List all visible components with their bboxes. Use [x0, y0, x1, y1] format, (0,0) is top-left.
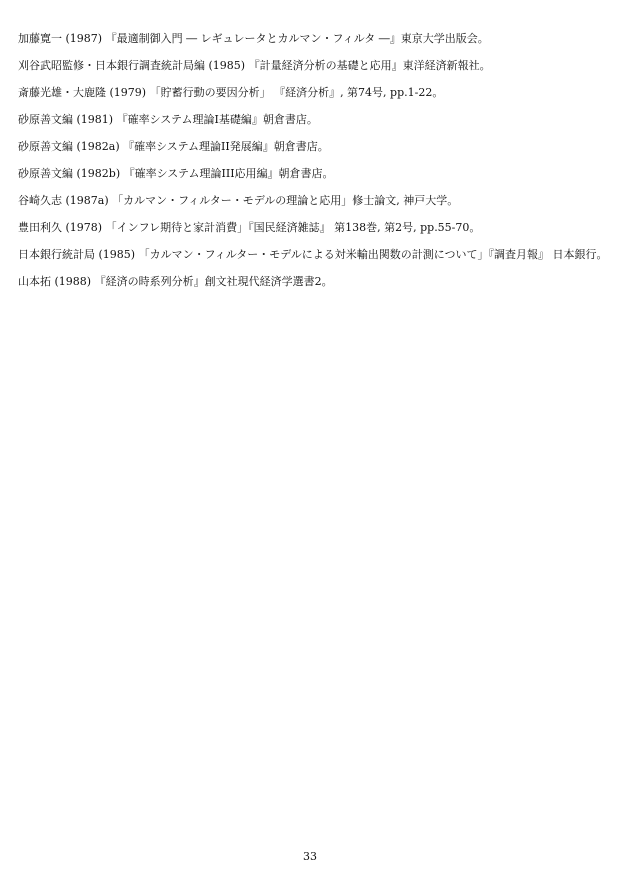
reference-entry: 豊田利久 (1978) 「インフレ期待と家計消費」『国民経済雑誌』 第138巻, 第2号, pp.55-70。 — [18, 221, 481, 234]
reference-entry: 加藤寛一 (1987) 『最適制御入門 ― レギュレータとカルマン・フィルタ ―』東京大学出版会。 — [18, 32, 489, 45]
reference-entry: 刈谷武昭監修・日本銀行調査統計局編 (1985) 『計量経済分析の基礎と応用』東洋経済新報社。 — [18, 59, 491, 72]
reference-entry: 砂原善文編 (1982a) 『確率システム理論II発展編』朝倉書店。 — [18, 140, 329, 153]
reference-entry: 山本拓 (1988) 『経済の時系列分析』創文社現代経済学選書2。 — [18, 275, 333, 288]
reference-entry: 日本銀行統計局 (1985) 「カルマン・フィルター・モデルによる対米輸出関数の計測について」『調査月報』 日本銀行。 — [18, 248, 608, 261]
reference-entry: 斎藤光雄・大鹿隆 (1979) 「貯蓄行動の要因分析」 『経済分析』, 第74号, pp.1-22。 — [18, 86, 444, 99]
reference-list — [18, 31, 608, 301]
reference-entry: 砂原善文編 (1982b) 『確率システム理論III応用編』朝倉書店。 — [18, 167, 334, 180]
reference-entry: 砂原善文編 (1981) 『確率システム理論I基礎編』朝倉書店。 — [18, 113, 318, 126]
reference-entry: 谷崎久志 (1987a) 「カルマン・フィルター・モデルの理論と応用」修士論文, 神戸大学。 — [18, 194, 459, 207]
page-number: 33 — [303, 850, 317, 863]
